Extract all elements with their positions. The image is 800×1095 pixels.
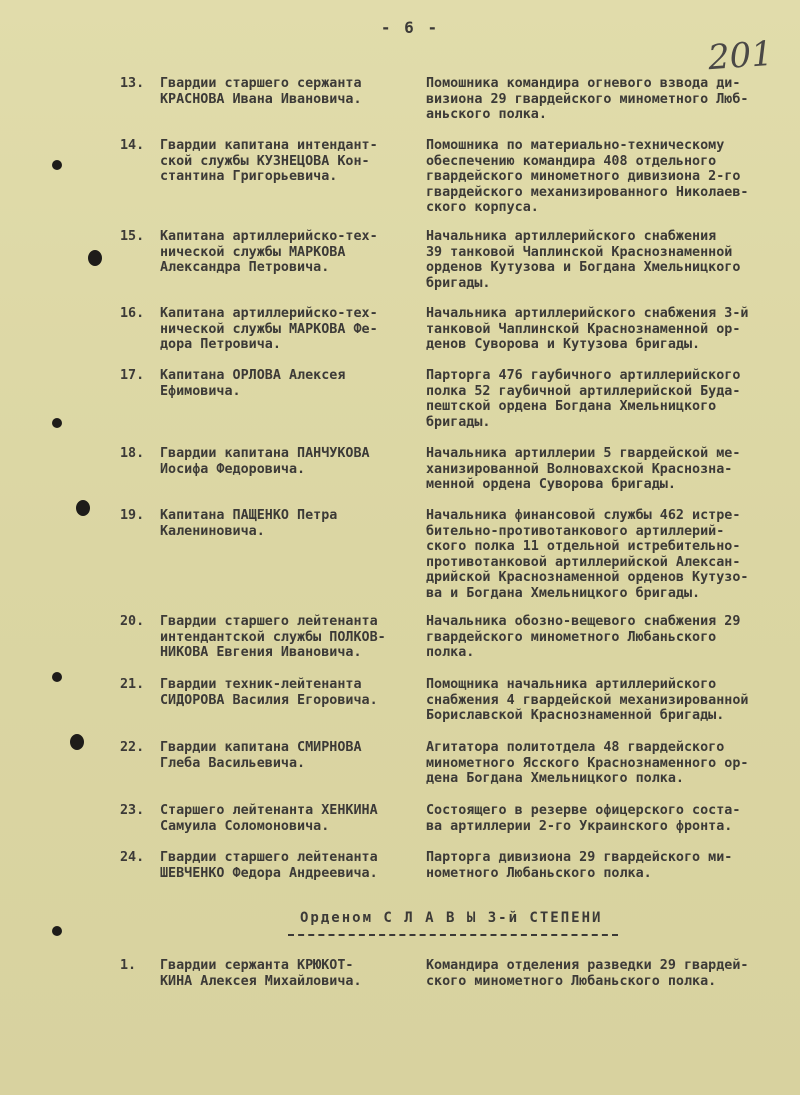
recipient-name: Капитана ПАЩЕНКО Петра Калениновича. (160, 508, 338, 539)
recipient-position: Состоящего в резерве офицерского соста- ва артиллерии 2-го Украинского фронта. (426, 803, 741, 834)
recipient-position: Агитатора политотдела 48 гвардейского минометного Ясского Краснознаменного ор- дена Богдана Хмельницкого полка. (426, 740, 749, 786)
recipient-name: Капитана артиллерийско-тех- нической службы МАРКОВА Фе- дора Петровича. (160, 306, 378, 352)
binding-hole (52, 418, 62, 428)
recipient-name: Капитана ОРЛОВА Алексея Ефимовича. (160, 368, 346, 399)
recipient-position: Парторга 476 гаубичного артиллерийского полка 52 гаубичной артиллерийской Буда- пештской ордена Богдана Хмельницкого бригады. (426, 368, 741, 430)
page-number: - 6 - (380, 18, 440, 37)
entry-number: 14. (120, 138, 145, 153)
binding-hole (52, 926, 62, 936)
entry-number: 19. (120, 508, 145, 523)
entry-number: 13. (120, 76, 145, 91)
entry-number: 24. (120, 850, 145, 865)
recipient-position: Парторга дивизиона 29 гвардейского ми- нометного Любаньского полка. (426, 850, 733, 881)
recipient-name: Гвардии капитана ПАНЧУКОВА Иосифа Федоровича. (160, 446, 370, 477)
heading-underline (288, 934, 618, 936)
entry-number: 20. (120, 614, 145, 629)
entry-number: 15. (120, 229, 145, 244)
recipient-name: Капитана артиллерийско-тех- нической службы МАРКОВА Александра Петровича. (160, 229, 378, 275)
recipient-name: Гвардии капитана СМИРНОВА Глеба Васильевича. (160, 740, 362, 771)
recipient-position: Помощника начальника артиллерийского снабжения 4 гвардейской механизированной Бориславской Краснознаменной бригады. (426, 677, 749, 723)
binding-hole (52, 672, 62, 682)
recipient-name: Гвардии техник-лейтенанта СИДОРОВА Василия Егоровича. (160, 677, 378, 708)
recipient-name: Гвардии капитана интендант- ской службы КУЗНЕЦОВА Кон- стантина Григорьевича. (160, 138, 378, 184)
entry-number: 21. (120, 677, 145, 692)
recipient-position: Начальника финансовой службы 462 истре- бительно-противотанкового артиллерий- ского полка 11 отдельной истребительно- противотанковой артиллерийской Алексан- дрийской Краснознаменной орденов Кутузо- ва и Богдана Хмельницкого бригады. (426, 508, 749, 601)
recipient-position: Начальника артиллерийского снабжения 39 танковой Чаплинской Краснознаменной орденов Кутузова и Богдана Хмельницкого бригады. (426, 229, 741, 291)
handwritten-archive-number: 201 (706, 33, 775, 79)
recipient-position: Начальника артиллерии 5 гвардейской ме- ханизированной Волновахской Краснозна- менной ордена Суворова бригады. (426, 446, 741, 492)
entry-number: 22. (120, 740, 145, 755)
recipient-position: Начальника артиллерийского снабжения 3-й танковой Чаплинской Краснознаменной ор- денов Суворова и Кутузова бригады. (426, 306, 749, 352)
recipient-position: Помошника по материально-техническому обеспечению командира 408 отдельного гвардейского минометного дивизиона 2-го гвардейского механизированного Николаев- ского корпуса. (426, 138, 749, 215)
entry-number: 1. (120, 958, 137, 973)
recipient-position: Начальника обозно-вещевого снабжения 29 гвардейского минометного Любаньского полка. (426, 614, 741, 660)
recipient-name: Гвардии старшего лейтенанта интендантской службы ПОЛКОВ- НИКОВА Евгения Ивановича. (160, 614, 386, 660)
recipient-name: Гвардии старшего сержанта КРАСНОВА Ивана Ивановича. (160, 76, 362, 107)
binding-hole (76, 500, 90, 516)
recipient-name: Гвардии старшего лейтенанта ШЕВЧЕНКО Федора Андреевича. (160, 850, 378, 881)
section-heading: Орденом С Л А В Ы 3-й СТЕПЕНИ (300, 910, 603, 926)
entry-number: 17. (120, 368, 145, 383)
entry-number: 23. (120, 803, 145, 818)
recipient-name: Старшего лейтенанта ХЕНКИНА Самуила Соломоновича. (160, 803, 378, 834)
binding-hole (88, 250, 102, 266)
recipient-position: Помошника командира огневого взвода ди- визиона 29 гвардейского минометного Люб- аньского полка. (426, 76, 749, 122)
recipient-position: Командира отделения разведки 29 гвардей- ского минометного Любаньского полка. (426, 958, 749, 989)
recipient-name: Гвардии сержанта КРЮКОТ- КИНА Алексея Михайловича. (160, 958, 362, 989)
binding-hole (70, 734, 84, 750)
entry-number: 18. (120, 446, 145, 461)
binding-hole (52, 160, 62, 170)
entry-number: 16. (120, 306, 145, 321)
